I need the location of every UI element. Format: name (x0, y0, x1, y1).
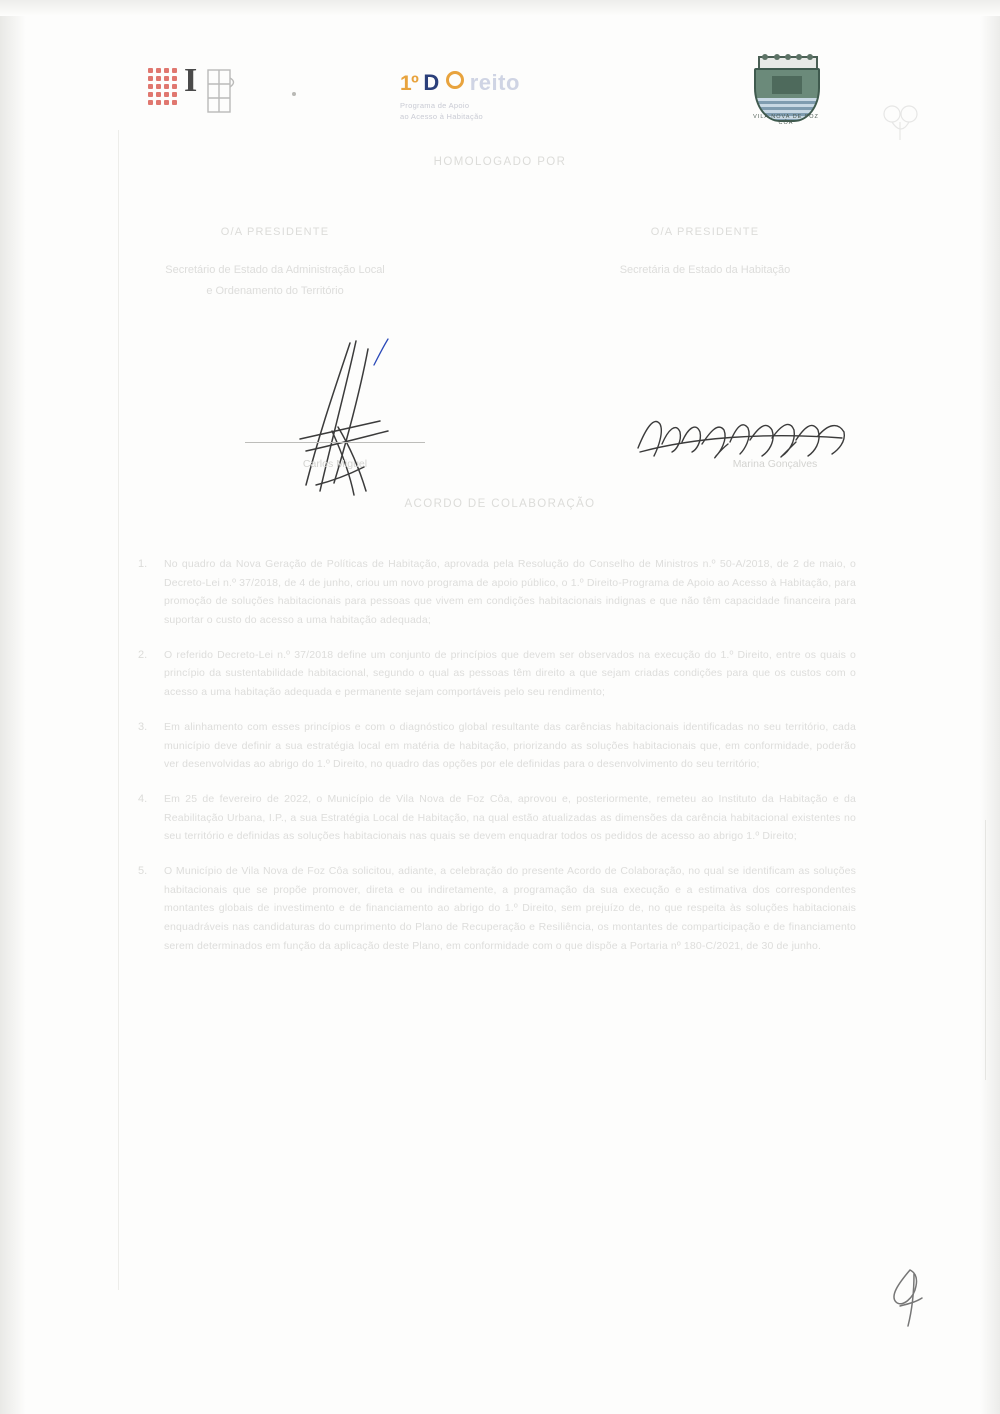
signature-name-right: Marina Gonçalves (732, 458, 818, 470)
signature-org-right-line-1: Secretária de Estado da Habitação (619, 264, 791, 276)
signature-block-left (110, 226, 440, 302)
scan-shadow-left (0, 0, 26, 1414)
ihru-logo (148, 60, 243, 122)
logo-number: 1º (400, 72, 419, 95)
handwritten-signature-left (276, 335, 466, 515)
logo-word-end: reito (469, 70, 520, 95)
signature-block-right (540, 226, 870, 281)
clause-number: 2. (138, 648, 148, 661)
primeiro-direito-logo (400, 70, 630, 123)
clause-text: No quadro da Nova Geração de Políticas de Habitação, aprovada pela Resolução do Conselho de Ministros n.º 50-A/2018, de 2 de maio, o Decreto-Lei n.º 37/2018, de 4 de junho, criou um novo programa de apoio público, o 1.º Direito-Programa de Apoio ao Acesso à Habitação, para promoção de soluções habitacionais para pessoas que vivem em condições habitacionais indignas e que não têm capacidade financeira para suportar o custo do acesso a uma habitação adequada; (164, 558, 856, 627)
signature-line-left (245, 442, 425, 443)
clause-item (138, 862, 856, 955)
ihru-logo-dots (148, 68, 178, 112)
crest-castle-icon (772, 76, 802, 94)
scan-shadow-top (0, 0, 1000, 16)
logo-subtitle-line-2: ao Acesso à Habitação (400, 112, 484, 122)
clause-number: 5. (138, 864, 148, 877)
scan-shadow-right (980, 0, 1000, 1414)
clause-list (138, 555, 856, 971)
clause-text: O referido Decreto-Lei n.º 37/2018 define um conjunto de princípios que devem ser observados na execução do 1.º Direito, entre os quais o princípio da sustentabilidade habitacional, segundo o qual as pessoas têm direito a que sejam criadas condições para que os custos com o acesso a uma habitação adequada e permanente sejam comportáveis pelo seu rendimento; (164, 648, 856, 699)
signature-role-right: O/A PRESIDENTE (650, 226, 760, 238)
clause-number: 3. (138, 720, 148, 733)
scan-artifact-line-2 (985, 820, 986, 1080)
logo-ring-icon (446, 71, 464, 89)
scan-speck (292, 92, 296, 96)
clause-item (138, 646, 856, 702)
handwritten-initials-bottom (880, 1266, 930, 1330)
clause-item (138, 790, 856, 846)
signature-role-left: O/A PRESIDENTE (220, 226, 330, 238)
clause-item (138, 718, 856, 774)
homologation-title: HOMOLOGADO POR (433, 156, 567, 168)
crest-watermark-icon (878, 100, 924, 144)
clause-text: O Município de Vila Nova de Foz Côa solicitou, adiante, a celebração do presente Acordo de Colaboração, no qual se identificam as soluções habitacionais que se propõe promover, direta e ou indiretamente, a programação da sua execução e a estimativa dos correspondentes montantes globais de investimento e de financiamento ao abrigo do 1.º Direito, sem prejuízo de, no que respeita às soluções habitacionais enquadráveis nas candidaturas do cumprimento do Plano de Recuperação e Resiliência, os montantes de comparticipação e de financiamento serem determinados em função da aplicação deste Plano, em conformidade com o que dispõe a Portaria nº 180-C/2021, de 30 de junho. (164, 864, 856, 952)
clause-text: Em alinhamento com esses princípios e com o diagnóstico global resultante das carências habitacionais identificadas no seu território, cada município deve definir a sua estratégia local em matéria de habitação, priorizando as soluções habitacionais que, em conformidade, poderão ver desenvolvidas ao abrigo do 1.º Direito, no quadro das opções por ele definidas para o desenvolvimento do seu território; (164, 720, 856, 771)
ihru-logo-letter: I (184, 62, 198, 99)
clause-number: 4. (138, 792, 148, 805)
signature-org-left-line-1: Secretário de Estado da Administração Local (165, 264, 385, 276)
logo-subtitle-line-1: Programa de Apoio (400, 101, 470, 110)
signature-name-left: Carlos Miguel (302, 458, 368, 470)
clause-number: 1. (138, 558, 148, 570)
municipal-crest (748, 50, 824, 128)
signature-org-left-line-2: e Ordenamento do Território (206, 284, 344, 297)
clause-item (138, 555, 856, 630)
logo-word-start: D (423, 70, 440, 95)
clause-text: Em 25 de fevereiro de 2022, o Município de Vila Nova de Foz Côa, aprovou e, posteriormente, remeteu ao Instituto da Habitação e da Reabilitação Urbana, I.P., a sua Estratégia Local de Habitação, na qual estão atualizadas as dimensões da carência habitacional existentes no seu território e definidas as soluções habitacionais nas quais se devem enquadrar todos os pedidos de acesso ao abrigo 1.º Direito; (164, 792, 856, 843)
crest-caption: VILA NOVA DE FOZ CÔA (753, 114, 819, 126)
scan-artifact-line (118, 130, 119, 1290)
ihru-logo-glyph (204, 64, 238, 118)
agreement-title: ACORDO DE COLABORAÇÃO (404, 498, 596, 510)
